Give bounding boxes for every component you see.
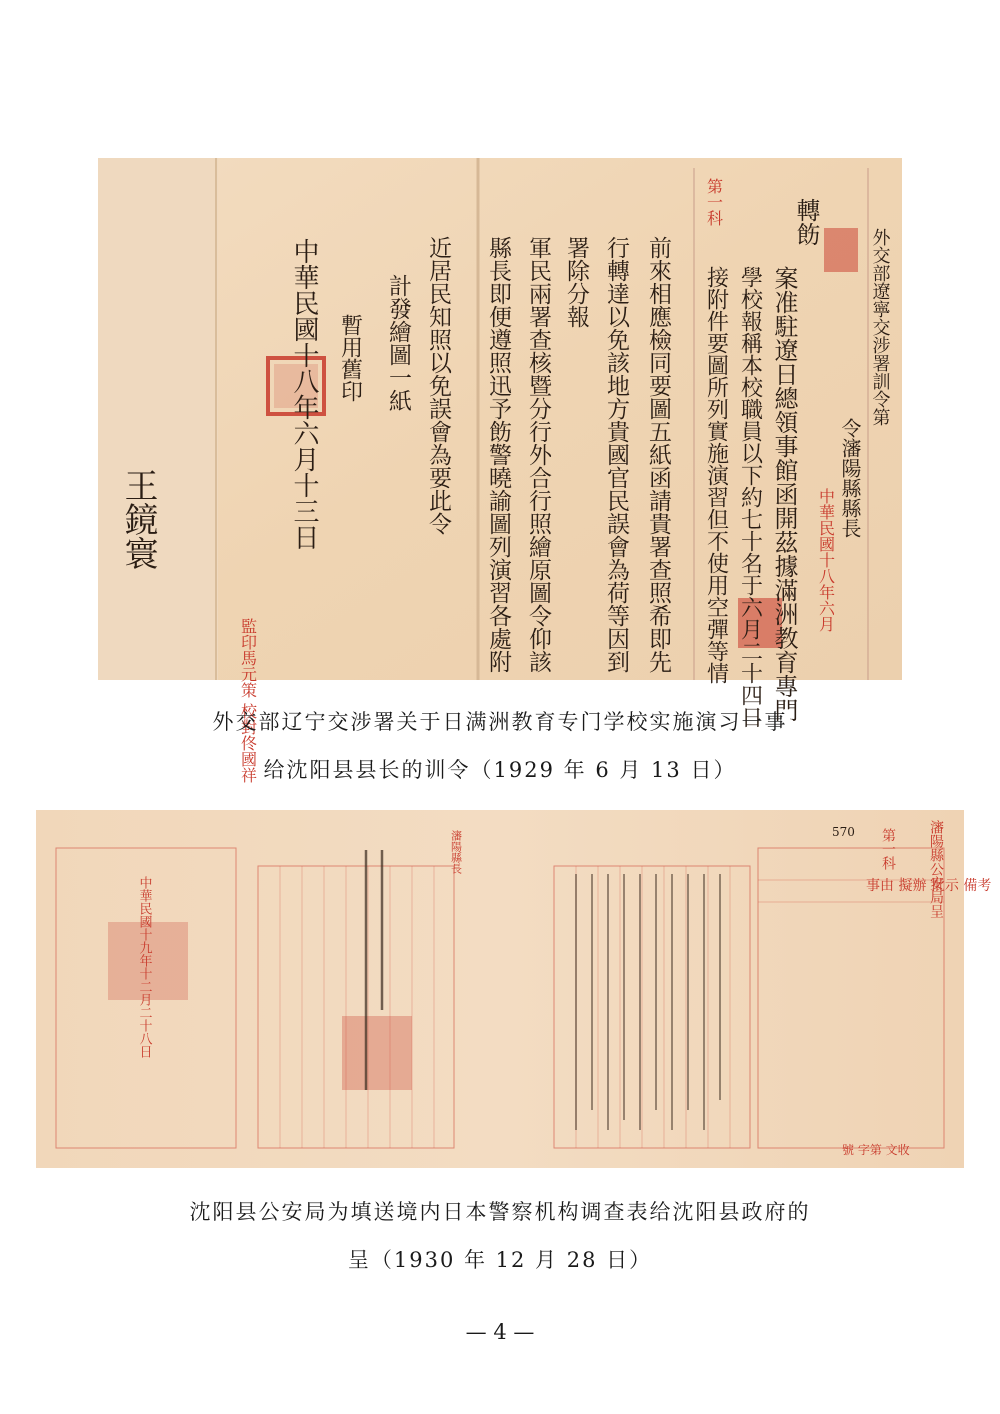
svg-text:事由 擬辦 批示 備考: 事由 擬辦 批示 備考 <box>866 878 992 894</box>
svg-text:署除分報: 署除分報 <box>563 236 589 328</box>
svg-text:縣長即便遵照迅予飭警曉諭圖列演習各處附: 縣長即便遵照迅予飭警曉諭圖列演習各處附 <box>485 236 511 673</box>
svg-text:令瀋陽縣縣長: 令瀋陽縣縣長 <box>838 418 862 538</box>
figure2-caption-line2: 呈（1930 年 12 月 28 日） <box>347 1248 653 1272</box>
svg-text:暫用舊印: 暫用舊印 <box>337 314 363 402</box>
svg-text:軍民兩署查核暨分行外合行照繪原圖令仰該: 軍民兩署查核暨分行外合行照繪原圖令仰該 <box>525 236 551 673</box>
svg-text:中華民國十八年六月十三日: 中華民國十八年六月十三日 <box>289 238 319 550</box>
svg-text:案准駐遼日總領事館函開茲據滿洲教育專門: 案准駐遼日總領事館函開茲據滿洲教育專門 <box>770 266 798 722</box>
svg-text:號 字第 文收: 號 字第 文收 <box>842 1143 910 1157</box>
svg-text:行轉達以免該地方貴國官民誤會為荷等因到: 行轉達以免該地方貴國官民誤會為荷等因到 <box>603 236 629 673</box>
page-number: — 4 — <box>465 1320 535 1344</box>
svg-text:前來相應檢同要圖五紙函請貴署查照希即先: 前來相應檢同要圖五紙函請貴署查照希即先 <box>645 236 671 673</box>
official-seal-4 <box>342 1016 412 1090</box>
svg-text:570: 570 <box>832 825 855 839</box>
svg-text:中華民國十八年六月: 中華民國十八年六月 <box>816 488 836 632</box>
document-photo-1930 <box>36 810 992 1168</box>
svg-text:轉飭: 轉飭 <box>792 198 820 246</box>
svg-text:接附件要圖所列實施演習但不使用空彈等情: 接附件要圖所列實施演習但不使用空彈等情 <box>703 266 729 684</box>
svg-text:瀋陽縣公安局呈: 瀋陽縣公安局呈 <box>928 820 944 918</box>
section-stamp: 第一科 <box>704 178 724 226</box>
figure2-caption-line1: 沈阳县公安局为填送境内日本警察机构调查表给沈阳县政府的 <box>189 1200 811 1224</box>
svg-text:瀋陽縣長: 瀋陽縣長 <box>449 830 463 874</box>
svg-text:學校報稱本校職員以下約七十名于六月二十四日: 學校報稱本校職員以下約七十名于六月二十四日 <box>737 266 763 728</box>
document-photo-1930-image <box>36 810 992 1168</box>
svg-text:中華民國十九年十二月二十八日: 中華民國十九年十二月二十八日 <box>136 876 152 1058</box>
svg-text:第一科: 第一科 <box>880 828 896 870</box>
svg-text:外交部遼寧交涉署訓令第: 外交部遼寧交涉署訓令第 <box>869 228 891 426</box>
proof-note: 監印馬元策 校對佟國祥 <box>238 618 258 784</box>
figure1-caption-line2: 给沈阳县县长的训令（1929 年 6 月 13 日） <box>263 758 737 782</box>
svg-text:近居民知照以免誤會為要此令: 近居民知照以免誤會為要此令 <box>425 236 451 535</box>
figure1-caption-line1: 外交部辽宁交涉署关于日满洲教育专门学校实施演习一事 <box>212 710 788 734</box>
svg-text:計發繪圖一紙: 計發繪圖一紙 <box>385 274 411 412</box>
signature: 王鏡寰 <box>118 468 158 570</box>
